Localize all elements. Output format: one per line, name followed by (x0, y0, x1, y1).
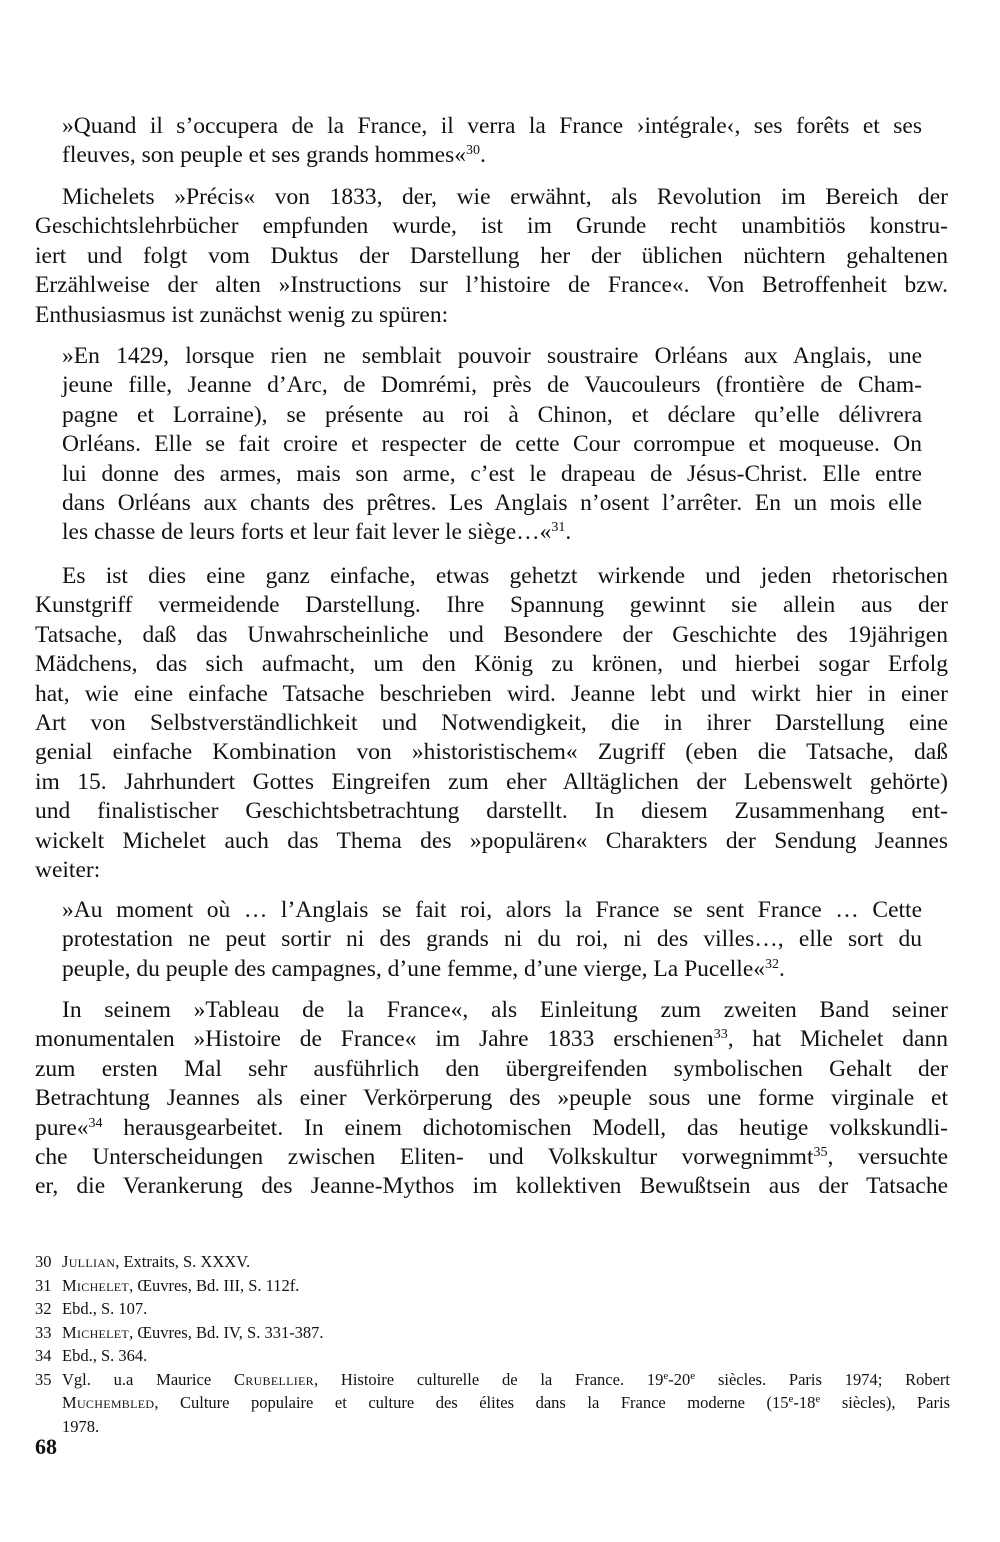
body-paragraph (35, 183, 948, 330)
page-number: 68 (35, 1434, 57, 1459)
quote-block (62, 342, 922, 548)
text-line: Geschichtslehrbücher empfunden wurde, ist im Grunde recht unambitiös konstru- (35, 213, 948, 240)
footnote-number: 34 (35, 1346, 52, 1365)
text-line: Betrachtung Jeannes als einer Verkörperung des »peuple sous une forme virginale et (35, 1085, 948, 1112)
text-line: »Quand il s’occupera de la France, il verra la France ›intégrale‹, ses forêts et ses (62, 113, 922, 139)
text-line: weiter: (35, 856, 101, 883)
footnote-ref: 31 (551, 520, 566, 536)
text-line: im 15. Jahrhundert Gottes Eingreifen zum eher Alltäglichen der Lebenswelt gehörte) (35, 768, 948, 795)
text-line: Kunstgriff vermeidende Darstellung. Ihre Spannung gewinnt sie allein aus der (35, 592, 948, 619)
quote-block (62, 112, 922, 171)
text-line: iert und folgt vom Duktus der Darstellung her der üblichen nüchtern gehaltenen (35, 242, 948, 269)
text-line: »Au moment où … l’Anglais se fait roi, alors la France se sent France … Cette (62, 897, 922, 923)
footnote (35, 1344, 950, 1368)
text-line: Erzählweise der alten »Instructions sur l’histoire de France«. Von Betroffenheit bzw. (35, 272, 948, 299)
text-line: pure«$^{34}$ herausgearbeitet. In einem dichotomischen Modell, das heutige volkskundli- (35, 1114, 948, 1141)
footnote (35, 1297, 950, 1321)
footnote-number: 32 (35, 1299, 52, 1318)
text-line: che Unterscheidungen zwischen Eliten- und Volkskultur vorwegnimmt$^{35}$, versuchte (35, 1143, 948, 1170)
footnote-text: Ebd., S. 107. (62, 1299, 148, 1318)
footnote-author: Muchembled (62, 1393, 155, 1412)
text-line: Art von Selbstverständlichkeit und Notwendigkeit, die in ihrer Darstellung eine (35, 709, 948, 736)
text-line: Es ist dies eine ganz einfache, etwas gehetzt wirkende und jeden rhetorischen (62, 563, 948, 589)
text-line: jeune fille, Jeanne d’Arc, de Domrémi, près de Vaucouleurs (frontière de Cham- (62, 372, 922, 399)
text-line: protestation ne peut sortir ni des grands ni du roi, ni des villes…, elle sort du (62, 926, 922, 953)
footnote-continuation: 1978. (62, 1416, 100, 1436)
text-line: genial einfache Kombination von »historistischem« Zugriff (eben die Tatsache, daß (35, 739, 948, 766)
footnotes (35, 1250, 950, 1438)
text-line: les chasse de leurs forts et leur fait lever le siège…«$^{31}$. (62, 519, 572, 546)
quote-block (62, 896, 922, 984)
text-line: Orléans. Elle se fait croire et respecter de cette Cour corrompue et moqueuse. On (62, 431, 922, 458)
footnote-text: , Extraits, S. XXXV. (115, 1252, 251, 1271)
footnote-number: 33 (35, 1322, 52, 1342)
footnote-number: 35 (35, 1369, 52, 1389)
footnote-ref: 34 (88, 1115, 103, 1131)
footnote-author: Jullian (62, 1252, 116, 1271)
footnote (35, 1321, 950, 1345)
text-line: Michelets »Précis« von 1833, der, wie erwähnt, als Revolution im Bereich der (62, 184, 948, 210)
text-line: Mädchens, das sich aufmacht, um den König zu krönen, und hierbei sogar Erfolg (35, 651, 948, 678)
text-line: Tatsache, daß das Unwahrscheinliche und Besondere der Geschichte des 19jährigen (35, 621, 948, 648)
body-paragraph (35, 996, 948, 1202)
text-line: Enthusiasmus ist zunächst wenig zu spüren: (35, 301, 449, 328)
footnote-ref: 30 (466, 143, 480, 159)
text-line: dans Orléans aux chants des prêtres. Les Anglais n’osent l’arrêter. En un mois elle (62, 489, 922, 516)
footnote: 35 Vgl. u.a Maurice Crubellier, Histoire culturelle de la France. 19e-20e siècles. Paris 1974; Robert (35, 1368, 950, 1392)
text-line: lui donne des armes, mais son arme, c’est le drapeau de Jésus-Christ. Elle entre (62, 460, 922, 487)
footnote (35, 1250, 950, 1274)
footnote-continuation: Muchembled, Culture populaire et culture des élites dans la France moderne (15e-18e siècles), Paris (62, 1393, 950, 1412)
footnote-text: Ebd., S. 364. (62, 1346, 148, 1365)
footnote-number: 31 (35, 1275, 52, 1295)
text-line: wickelt Michelet auch das Thema des »populären« Charakters der Sendung Jeannes (35, 827, 948, 854)
text-line: In seinem »Tableau de la France«, als Einleitung zum zweiten Band seiner (62, 997, 948, 1023)
text-line: und finalistischer Geschichtsbetrachtung darstellt. In diesem Zusammenhang ent- (35, 798, 948, 825)
footnote-ref: 33 (713, 1027, 728, 1043)
footnote-ref: 35 (813, 1144, 828, 1160)
body-paragraph (35, 562, 948, 885)
footnote-ref: 32 (765, 956, 780, 972)
text-line: er, die Verankerung des Jeanne-Mythos im kollektiven Bewußtsein aus der Tatsache (35, 1173, 948, 1200)
text-line: peuple, du peuple des campagnes, d’une femme, d’une vierge, La Pucelle«$^{32}$. (62, 955, 785, 982)
text-line: fleuves, son peuple et ses grands hommes«$^{30}$. (62, 142, 486, 169)
footnote-text: , Œuvres, Bd. IV, S. 331-387. (129, 1322, 324, 1342)
footnote-number: 30 (35, 1252, 52, 1271)
text-line: hat, wie eine einfache Tatsache beschrieben wird. Jeanne lebt und wirkt hier in einer (35, 680, 948, 707)
footnote-author: Michelet (62, 1275, 130, 1295)
text-line: zum ersten Mal sehr ausführlich den übergreifenden symbolischen Gehalt der (35, 1055, 948, 1082)
footnote (35, 1274, 950, 1298)
text-line: »En 1429, lorsque rien ne semblait pouvoir soustraire Orléans aux Anglais, une (62, 343, 922, 369)
text-line: monumentalen »Histoire de France« im Jahre 1833 erschienen$^{33}$, hat Michelet dann (35, 1026, 948, 1053)
text-line: pagne et Lorraine), se présente au roi à Chinon, et déclare qu’elle délivrera (62, 401, 922, 428)
footnote-author: Crubellier (233, 1369, 314, 1389)
footnote-author: Michelet (62, 1322, 130, 1342)
footnote-text: , Œuvres, Bd. III, S. 112f. (129, 1275, 300, 1295)
